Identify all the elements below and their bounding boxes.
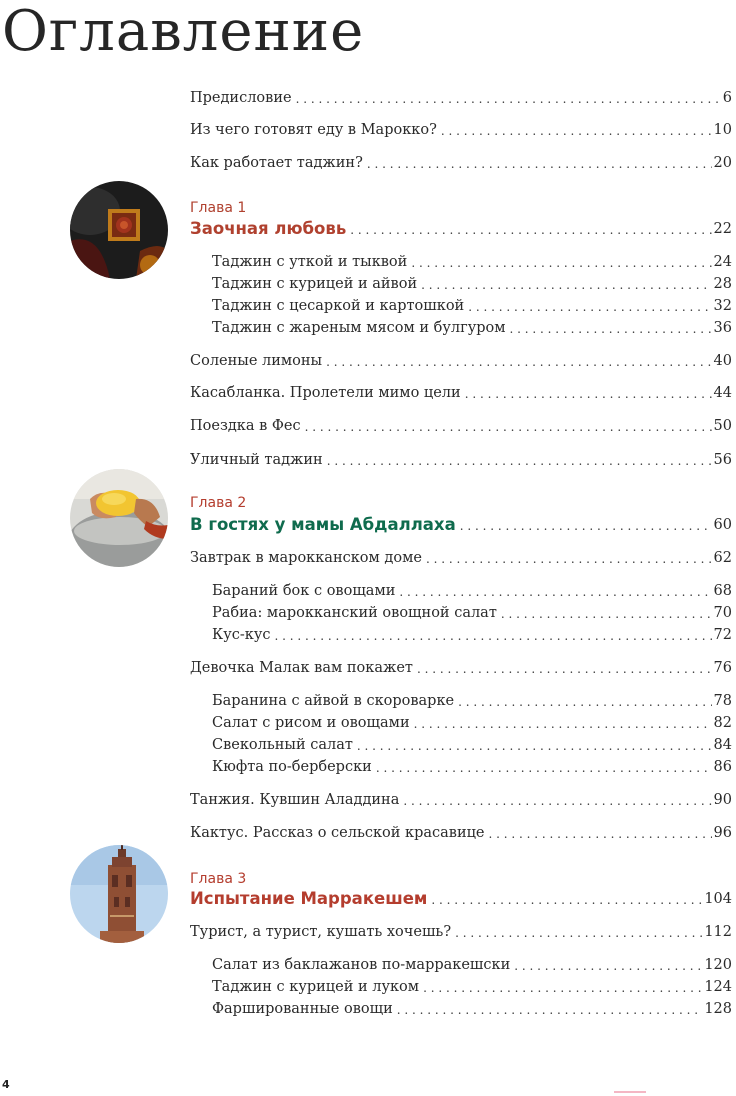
dot-leader bbox=[423, 978, 702, 998]
dot-leader bbox=[489, 824, 712, 844]
dot-leader bbox=[514, 956, 702, 976]
print-mark bbox=[614, 1091, 646, 1093]
toc-entry-label: Таджин с цесаркой и картошкой bbox=[212, 298, 465, 314]
dot-leader bbox=[465, 384, 712, 404]
toc-subentry[interactable] bbox=[212, 602, 732, 624]
toc-subentry[interactable] bbox=[212, 273, 732, 295]
toc-subentry[interactable] bbox=[212, 734, 732, 756]
toc-entry-label: Таджин с курицей и луком bbox=[212, 979, 420, 995]
toc-entry-page: 128 bbox=[704, 1001, 732, 1017]
toc-entry-page: 78 bbox=[713, 693, 732, 709]
dot-leader bbox=[399, 582, 711, 602]
dot-leader bbox=[441, 121, 712, 141]
toc-entry-page: 62 bbox=[713, 550, 732, 566]
toc-entry-label: Танжия. Кувшин Аладдина bbox=[190, 792, 400, 808]
dot-leader bbox=[305, 417, 712, 437]
dot-leader bbox=[458, 692, 711, 712]
chapter-title: Испытание Марракешем bbox=[190, 889, 428, 908]
dot-leader bbox=[468, 297, 711, 317]
toc-chapter-2[interactable] bbox=[190, 514, 732, 536]
dot-leader bbox=[411, 253, 711, 273]
toc-entry-page: 10 bbox=[713, 122, 732, 138]
toc-entry-page: 56 bbox=[713, 452, 732, 468]
toc-entry-ingredients[interactable] bbox=[190, 119, 732, 141]
toc-entry-page: 32 bbox=[713, 298, 732, 314]
toc-entry-page: 86 bbox=[713, 759, 732, 775]
toc-entry-page: 84 bbox=[713, 737, 732, 753]
toc-entry[interactable] bbox=[190, 657, 732, 679]
toc-entry-label: Кактус. Рассказ о сельской красавице bbox=[190, 825, 485, 841]
dot-leader bbox=[327, 451, 712, 471]
dot-leader bbox=[367, 154, 712, 174]
chapter-1-image bbox=[70, 181, 168, 279]
toc-entry-label: Баранина с айвой в скороварке bbox=[212, 693, 455, 709]
toc-entry-page: 82 bbox=[713, 715, 732, 731]
page-title: Оглавление bbox=[2, 0, 365, 64]
toc-entry-label: Салат с рисом и овощами bbox=[212, 715, 410, 731]
toc-entry-label: Соленые лимоны bbox=[190, 353, 323, 369]
toc-entry-label: Предисловие bbox=[190, 90, 292, 106]
toc-entry[interactable] bbox=[190, 415, 732, 437]
couscous-hands-icon bbox=[70, 469, 168, 567]
toc-entry-label: Девочка Малак вам покажет bbox=[190, 660, 413, 676]
dot-leader bbox=[403, 791, 711, 811]
toc-subentry[interactable] bbox=[212, 580, 732, 602]
toc-subentry[interactable] bbox=[212, 998, 732, 1020]
toc-entry[interactable] bbox=[190, 789, 732, 811]
toc-entry-label: Как работает таджин? bbox=[190, 155, 363, 171]
toc-subentry[interactable] bbox=[212, 251, 732, 273]
chapter-title: В гостях у мамы Абдаллаха bbox=[190, 515, 456, 534]
dot-leader bbox=[421, 275, 711, 295]
toc-subentry[interactable] bbox=[212, 712, 732, 734]
chapter-2-label: Глава 2 bbox=[190, 495, 247, 511]
toc-entry-page: 24 bbox=[713, 254, 732, 270]
chapter-2-image bbox=[70, 469, 168, 567]
toc-entry-page: 22 bbox=[713, 221, 732, 237]
toc-entry-label: Бараний бок с овощами bbox=[212, 583, 396, 599]
toc-entry-page: 68 bbox=[713, 583, 732, 599]
toc-entry-page: 112 bbox=[704, 924, 732, 940]
toc-entry-label: Из чего готовят еду в Марокко? bbox=[190, 122, 437, 138]
toc-entry-page: 104 bbox=[704, 891, 732, 907]
toc-entry-page: 124 bbox=[704, 979, 732, 995]
dot-leader bbox=[397, 1000, 703, 1020]
dot-leader bbox=[510, 319, 712, 339]
toc-entry-label: Фаршированные овощи bbox=[212, 1001, 393, 1017]
dot-leader bbox=[417, 659, 712, 679]
toc-entry-label: Уличный таджин bbox=[190, 452, 323, 468]
toc-entry-page: 50 bbox=[713, 418, 732, 434]
toc-entry[interactable] bbox=[190, 822, 732, 844]
toc-entry[interactable] bbox=[190, 449, 732, 471]
toc-subentry[interactable] bbox=[212, 756, 732, 778]
toc-entry-page: 72 bbox=[713, 627, 732, 643]
dot-leader bbox=[296, 89, 721, 109]
toc-entry-page: 90 bbox=[713, 792, 732, 808]
dot-leader bbox=[376, 758, 712, 778]
spice-bowl-icon bbox=[70, 181, 168, 279]
dot-leader bbox=[275, 626, 712, 646]
toc-subentry[interactable] bbox=[212, 317, 732, 339]
toc-entry-label: Рабиа: марокканский овощной салат bbox=[212, 605, 497, 621]
toc-entry-page: 6 bbox=[722, 90, 732, 106]
chapter-title: Заочная любовь bbox=[190, 219, 347, 238]
toc-entry[interactable] bbox=[190, 547, 732, 569]
dot-leader bbox=[326, 352, 711, 372]
toc-subentry[interactable] bbox=[212, 690, 732, 712]
chapter-1-label: Глава 1 bbox=[190, 200, 247, 216]
toc-entry-page: 96 bbox=[713, 825, 732, 841]
toc-entry-page: 40 bbox=[713, 353, 732, 369]
toc-entry-label: Поездка в Фес bbox=[190, 418, 301, 434]
dot-leader bbox=[357, 736, 712, 756]
toc-entry-tajine-works[interactable] bbox=[190, 152, 732, 174]
toc-chapter-1[interactable] bbox=[190, 218, 732, 240]
toc-entry-page: 76 bbox=[713, 660, 732, 676]
dot-leader bbox=[455, 923, 702, 943]
toc-entry[interactable] bbox=[190, 921, 732, 943]
toc-entry-page: 28 bbox=[713, 276, 732, 292]
dot-leader bbox=[426, 549, 712, 569]
toc-entry-page: 60 bbox=[713, 517, 732, 533]
toc-entry[interactable] bbox=[190, 382, 732, 404]
toc-entry-page: 120 bbox=[704, 957, 732, 973]
toc-entry-label: Таджин с уткой и тыквой bbox=[212, 254, 408, 270]
chapter-3-image bbox=[70, 845, 168, 943]
toc-subentry[interactable] bbox=[212, 295, 732, 317]
toc-subentry[interactable] bbox=[212, 954, 732, 976]
toc-entry-label: Таджин с жареным мясом и булгуром bbox=[212, 320, 506, 336]
toc-entry-page: 36 bbox=[713, 320, 732, 336]
toc-subentry[interactable] bbox=[212, 624, 732, 646]
toc-entry-label: Салат из баклажанов по-марракешски bbox=[212, 957, 511, 973]
toc-entry-label: Свекольный салат bbox=[212, 737, 353, 753]
dot-leader bbox=[460, 516, 712, 536]
toc-entry-label: Завтрак в марокканском доме bbox=[190, 550, 422, 566]
toc-entry-page: 44 bbox=[713, 385, 732, 401]
toc-entry-label: Турист, а турист, кушать хочешь? bbox=[190, 924, 452, 940]
toc-entry-label: Касабланка. Пролетели мимо цели bbox=[190, 385, 461, 401]
dot-leader bbox=[501, 604, 712, 624]
toc-entry-page: 20 bbox=[713, 155, 732, 171]
dot-leader bbox=[431, 890, 702, 910]
toc-entry-preface[interactable] bbox=[190, 87, 732, 109]
minaret-icon bbox=[70, 845, 168, 943]
toc-subentry[interactable] bbox=[212, 976, 732, 998]
toc-chapter-3[interactable] bbox=[190, 888, 732, 910]
toc-entry[interactable] bbox=[190, 350, 732, 372]
toc-entry-label: Кюфта по-берберски bbox=[212, 759, 372, 775]
dot-leader bbox=[350, 220, 711, 240]
chapter-3-label: Глава 3 bbox=[190, 871, 247, 887]
page-number: 4 bbox=[2, 1078, 10, 1091]
dot-leader bbox=[414, 714, 712, 734]
toc-entry-label: Кус-кус bbox=[212, 627, 271, 643]
toc-entry-page: 70 bbox=[713, 605, 732, 621]
toc-entry-label: Таджин с курицей и айвой bbox=[212, 276, 418, 292]
